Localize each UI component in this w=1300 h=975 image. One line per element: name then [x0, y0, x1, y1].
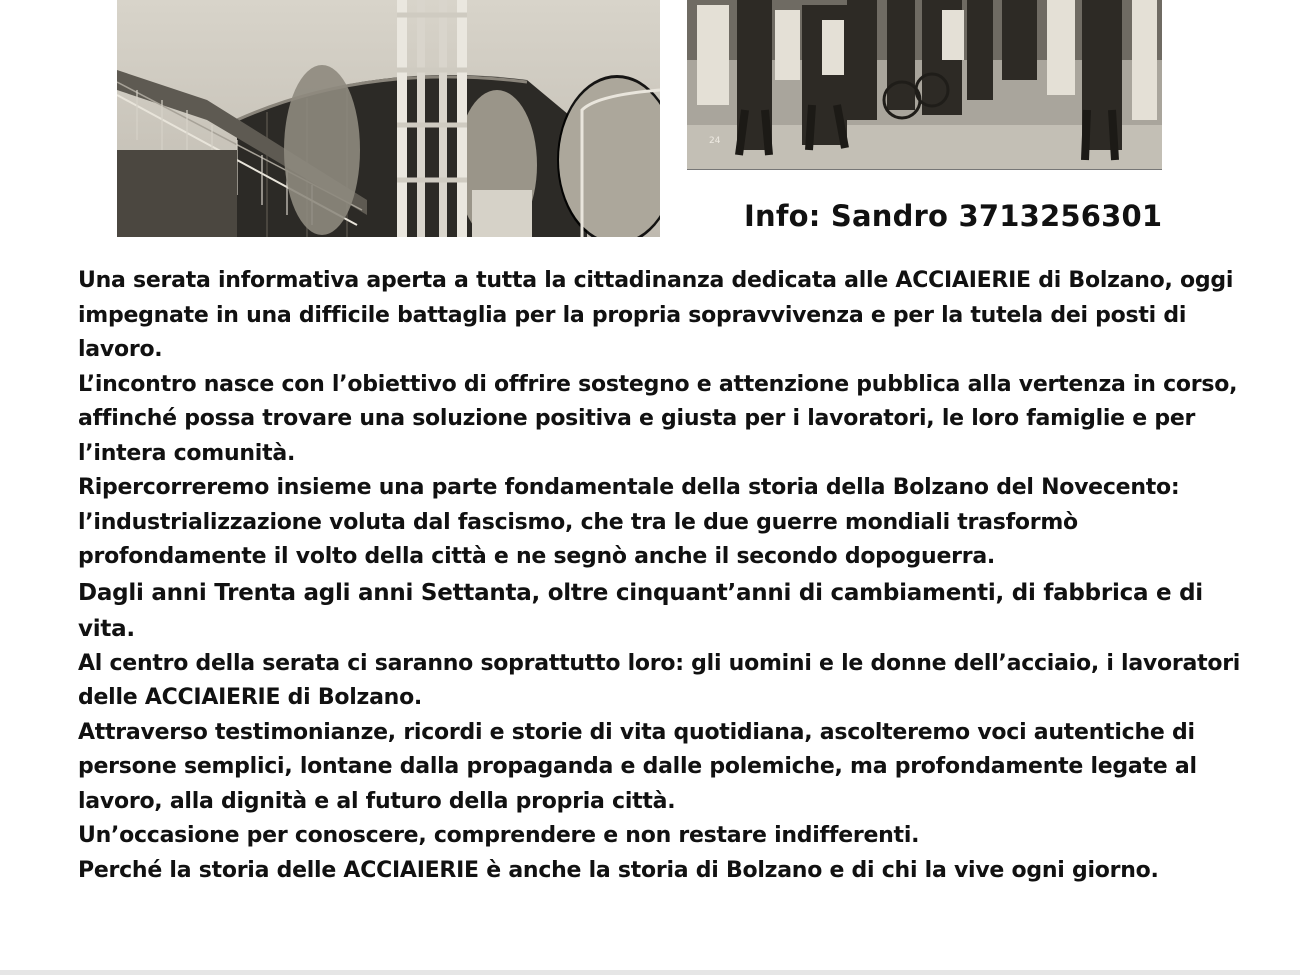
paragraph-testimonies: Attraverso testimonianze, ricordi e storie di vita quotidiana, ascolteremo voci autentiche di persone semplici, lontane dalla propaganda e dalle polemiche, ma profondamente legate al lavoro, alla dignità e al futuro della propria città. [78, 719, 1197, 814]
bottom-divider [0, 970, 1300, 975]
paragraph-intro: Una serata informativa aperta a tutta la cittadinanza dedicata alle ACCIAIERIE di Bolzano, oggi impegnate in una difficile battaglia per la propria sopravvivenza e per la tutela dei posti di lavoro. [78, 268, 1234, 362]
paragraph-history: Ripercorreremo insieme una parte fondamentale della storia della Bolzano del Novecento: l’industrializzazione voluta dal fascismo, che tra le due guerre mondiali trasformò profondamente il volto della città e ne segnò anche il secondo dopoguerra. [78, 475, 1180, 569]
workers-march-illustration [687, 0, 1162, 169]
info-contact: Info: Sandro 3713256301 [744, 199, 1163, 233]
paragraph-decades: Dagli anni Trenta agli anni Settanta, oltre cinquant’anni di cambiamenti, di fabbrica e di vita. [78, 579, 1203, 642]
paragraph-occasion: Un’occasione per conoscere, comprendere e non restare indifferenti. [78, 823, 920, 848]
factory-tower-photo [117, 0, 660, 237]
workers-march-photo [687, 0, 1162, 169]
paragraph-workers: Al centro della serata ci saranno soprattutto loro: gli uomini e le donne dell’acciaio, i lavoratori delle ACCIAIERIE di Bolzano. [78, 650, 1241, 710]
photo-caption-number: 24 [709, 136, 721, 146]
factory-tower-illustration [117, 0, 660, 237]
paragraph-purpose: L’incontro nasce con l’obiettivo di offrire sostegno e attenzione pubblica alla vertenza in corso, affinché possa trovare una soluzione positiva e giusta per i lavoratori, le loro famiglie e per l’intera comunità. [78, 371, 1238, 466]
event-description [78, 264, 1250, 888]
paragraph-closing: Perché la storia delle ACCIAIERIE è anche la storia di Bolzano e di chi la vive ogni giorno. [78, 857, 1159, 883]
